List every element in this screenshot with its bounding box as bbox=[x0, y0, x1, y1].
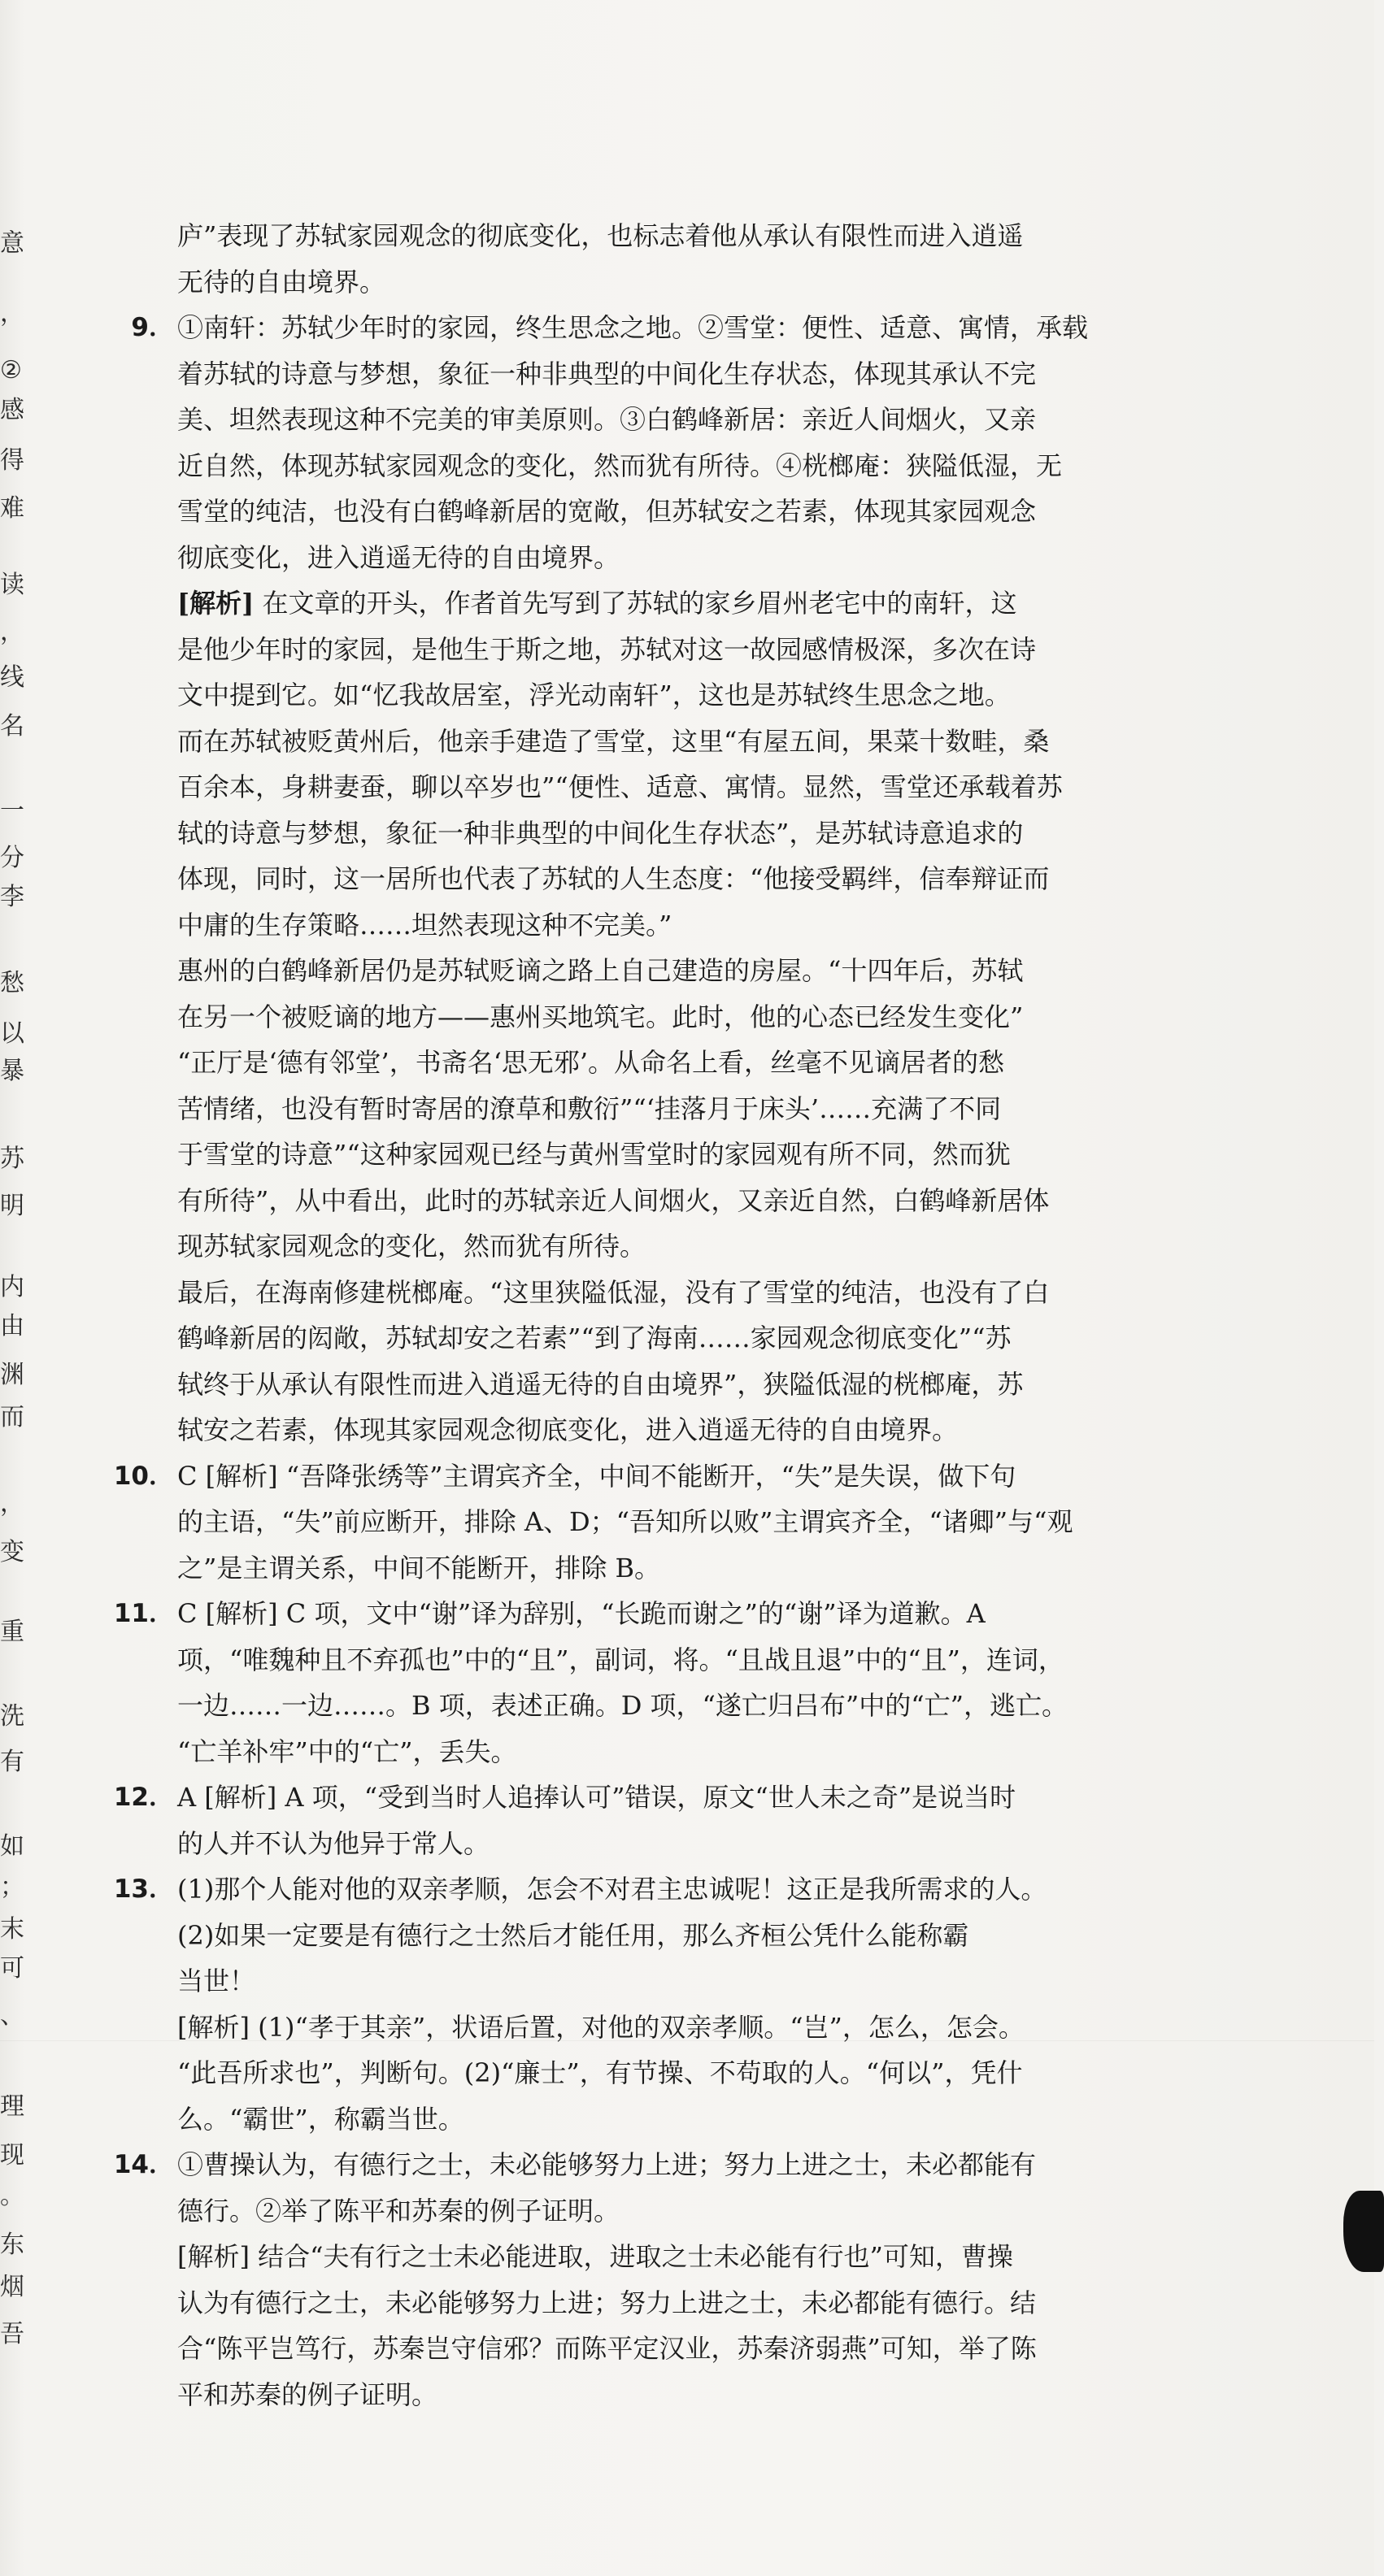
line-text: 惠州的白鹤峰新居仍是苏轼贬谪之路上自己建造的房屋。“十四年后，苏轼 bbox=[177, 955, 1024, 986]
line-text: 近自然，体现苏轼家园观念的变化，然而犹有所待。④桄榔庵：狭隘低湿，无 bbox=[177, 450, 1063, 481]
line-text: “正厅是‘德有邻堂’，书斋名‘思无邪’。从命名上看，丝毫不见谪居者的愁 bbox=[177, 1047, 1005, 1078]
analysis-label: [解析] bbox=[177, 588, 255, 619]
margin-char: 明 bbox=[0, 1192, 24, 1220]
line-text: [解析] 结合“夫有行之士未必能进取，进取之士未必能有行也”可知，曹操 bbox=[177, 2241, 1013, 2272]
margin-char: 如 bbox=[0, 1832, 24, 1861]
line-text: 当世！ bbox=[177, 1966, 256, 1996]
question-number: 14． bbox=[113, 2150, 174, 2179]
line-text: 百余本，身耕妻蚕，聊以卒岁也”“便性、适意、寓情。显然，雪堂还承载着苏 bbox=[177, 771, 1063, 802]
q9-analysis-line bbox=[106, 1132, 1114, 1178]
line-text: 合“陈平岂笃行，苏秦岂守信邪？而陈平定汉业，苏秦济弱燕”可知，举了陈 bbox=[177, 2333, 1037, 2364]
question-number: 12． bbox=[113, 1783, 174, 1812]
q9-analysis-line bbox=[106, 1178, 1114, 1224]
q14-line bbox=[106, 2234, 1114, 2280]
previous-page-margin bbox=[0, 0, 33, 2576]
margin-char: ， bbox=[0, 618, 24, 646]
margin-char: 苏 bbox=[0, 1145, 24, 1173]
line-text: 中庸的生存策略……坦然表现这种不完美。” bbox=[177, 909, 672, 940]
line-text: (2)如果一定要是有德行之士然后才能任用，那么齐桓公凭什么能称霸 bbox=[177, 1919, 969, 1951]
line-text: 苦情绪，也没有暂时寄居的潦草和敷衍”“‘挂落月于床头’……充满了不同 bbox=[177, 1093, 1002, 1124]
line-text: 鹤峰新居的闳敞，苏轼却安之若素”“到了海南……家园观念彻底变化”“苏 bbox=[177, 1323, 1012, 1353]
margin-char: 暴 bbox=[0, 1057, 24, 1085]
line-text: 现苏轼家园观念的变化，然而犹有所待。 bbox=[177, 1231, 646, 1262]
q10-line bbox=[106, 1545, 1114, 1592]
q13-line bbox=[106, 1913, 1114, 1959]
q12-line bbox=[106, 1775, 1114, 1821]
margin-char: 得 bbox=[0, 446, 24, 475]
line-text: (1)那个人能对他的双亲孝顺，怎会不对君主忠诚呢！这正是我所需求的人。 bbox=[177, 1874, 1047, 1905]
margin-char: 可 bbox=[0, 1954, 24, 1983]
q9-answer-line bbox=[106, 489, 1114, 535]
line-text: 体现，同时，这一居所也代表了苏轼的人生态度：“他接受羁绊，信奉辩证而 bbox=[177, 863, 1050, 894]
margin-char: 分 bbox=[0, 844, 24, 872]
margin-char: 现 bbox=[0, 2141, 24, 2170]
line-text: [解析] (1)“孝于其亲”，状语后置，对他的双亲孝顺。“岂”，怎么，怎会。 bbox=[177, 2011, 1025, 2043]
margin-char: 难 bbox=[0, 494, 24, 523]
margin-char: 李 bbox=[0, 883, 24, 911]
q12-line bbox=[106, 1821, 1114, 1867]
q9-analysis-line bbox=[106, 672, 1114, 719]
margin-char: 末 bbox=[0, 1915, 24, 1944]
q9-analysis-line bbox=[106, 1223, 1114, 1270]
margin-char: ， bbox=[0, 1489, 24, 1518]
q9-analysis-line bbox=[106, 948, 1114, 994]
question-number: 9． bbox=[131, 313, 174, 342]
margin-char: ； bbox=[0, 1873, 24, 1901]
margin-char: 名 bbox=[0, 712, 24, 741]
line-text: C [解析] “吾降张绣等”主谓宾齐全，中间不能断开，“失”是失误，做下句 bbox=[177, 1460, 1016, 1492]
line-text: 是他少年时的家园，是他生于斯之地，苏轼对这一故园感情极深，多次在诗 bbox=[177, 633, 1037, 665]
question-number: 13． bbox=[113, 1874, 174, 1904]
q13-line bbox=[106, 1958, 1114, 2005]
line-text: 着苏轼的诗意与梦想，象征一种非典型的中间化生存状态，体现其承认不完 bbox=[177, 358, 1037, 389]
line-text: 美、坦然表现这种不完美的审美原则。③白鹤峰新居：亲近人间烟火，又亲 bbox=[177, 404, 1037, 435]
line-text: 么。“霸世”，称霸当世。 bbox=[177, 2103, 464, 2135]
q11-line bbox=[106, 1729, 1114, 1775]
margin-char: 读 bbox=[0, 571, 24, 599]
line-text: 平和苏秦的例子证明。 bbox=[177, 2378, 438, 2410]
margin-char: 。 bbox=[0, 2182, 24, 2210]
margin-char: 一 bbox=[0, 797, 24, 825]
q13-line bbox=[106, 2005, 1114, 2051]
q9-analysis-line bbox=[106, 994, 1114, 1040]
q9-analysis-line bbox=[106, 719, 1114, 765]
margin-char: 吾 bbox=[0, 2320, 24, 2348]
margin-char: 洗 bbox=[0, 1702, 24, 1731]
q14-line bbox=[106, 2142, 1114, 2188]
q11-line bbox=[106, 1637, 1114, 1683]
q9-analysis-line bbox=[106, 1362, 1114, 1408]
line-text: 的人并不认为他异于常人。 bbox=[177, 1827, 490, 1859]
q9-analysis-line bbox=[106, 627, 1114, 673]
text-line bbox=[106, 213, 1114, 259]
q9-analysis-line bbox=[106, 1407, 1114, 1453]
line-text: 在文章的开头，作者首先写到了苏轼的家乡眉州老宅中的南轩，这 bbox=[254, 588, 1017, 619]
text-line bbox=[106, 259, 1114, 306]
q10-line bbox=[106, 1499, 1114, 1545]
line-text: 轼终于从承认有限性而进入逍遥无待的自由境界”，狭隘低湿的桄榔庵，苏 bbox=[177, 1368, 1024, 1400]
q9-analysis-line bbox=[106, 1315, 1114, 1362]
line-text: 在另一个被贬谪的地方——惠州买地筑宅。此时，他的心态已经发生变化” bbox=[177, 1001, 1024, 1032]
q9-analysis-line bbox=[106, 1270, 1114, 1316]
q10-line bbox=[106, 1453, 1114, 1500]
q9-analysis-line bbox=[106, 902, 1114, 949]
question-number: 10． bbox=[113, 1461, 174, 1491]
margin-char: 理 bbox=[0, 2092, 24, 2121]
line-text: 轼的诗意与梦想，象征一种非典型的中间化生存状态”，是苏轼诗意追求的 bbox=[177, 817, 1024, 849]
q9-analysis-line bbox=[106, 764, 1114, 810]
line-text: 项，“唯魏种且不弃孤也”中的“且”，副词，将。“且战且退”中的“且”，连词， bbox=[177, 1644, 1064, 1675]
q9-analysis-line bbox=[106, 856, 1114, 902]
line-text: 一边……一边……。B 项，表述正确。D 项，“遂亡归吕布”中的“亡”，逃亡。 bbox=[177, 1690, 1068, 1721]
line-text: 轼安之若素，体现其家园观念彻底变化，进入逍遥无待的自由境界。 bbox=[177, 1414, 959, 1445]
question-number: 11． bbox=[113, 1599, 174, 1628]
line-text: 无待的自由境界。 bbox=[177, 266, 386, 298]
line-text: 文中提到它。如“忆我故居室，浮光动南轩”，这也是苏轼终生思念之地。 bbox=[177, 680, 1011, 710]
q14-line bbox=[106, 2326, 1114, 2372]
line-text: A [解析] A 项，“受到当时人追捧认可”错误，原文“世人未之奇”是说当时 bbox=[177, 1782, 1016, 1813]
margin-char: 而 bbox=[0, 1403, 24, 1431]
line-text: 而在苏轼被贬黄州后，他亲手建造了雪堂，这里“有屋五间，果菜十数畦，桑 bbox=[177, 725, 1050, 757]
answer-content bbox=[106, 213, 1114, 2417]
q9-analysis-line bbox=[106, 1086, 1114, 1132]
margin-char: ② bbox=[0, 356, 22, 384]
line-text: 认为有德行之士，未必能够努力上进；努力上进之士，未必都能有德行。结 bbox=[177, 2287, 1037, 2318]
q14-line bbox=[106, 2372, 1114, 2418]
margin-char: 意 bbox=[0, 229, 24, 258]
line-text: 有所待”，从中看出，此时的苏轼亲近人间烟火，又亲近自然，白鹤峰新居体 bbox=[177, 1184, 1050, 1216]
margin-char: 东 bbox=[0, 2231, 24, 2259]
margin-char: 感 bbox=[0, 396, 24, 424]
line-text: 庐”表现了苏轼家园观念的彻底变化，也标志着他从承认有限性而进入逍遥 bbox=[177, 220, 1024, 251]
margin-char: 重 bbox=[0, 1618, 24, 1646]
q13-line bbox=[106, 2096, 1114, 2143]
line-text: 雪堂的纯洁，也没有白鹤峰新居的宽敞，但苏轼安之若素，体现其家园观念 bbox=[177, 496, 1037, 527]
q9-answer-line bbox=[106, 397, 1114, 443]
line-text: 于雪堂的诗意”“这种家园观已经与黄州雪堂时的家园观有所不同，然而犹 bbox=[177, 1139, 1011, 1170]
margin-char: 有 bbox=[0, 1748, 24, 1776]
margin-char: ， bbox=[0, 299, 24, 328]
margin-char: 由 bbox=[0, 1312, 24, 1340]
q9-analysis-line bbox=[106, 810, 1114, 857]
line-text: 彻底变化，进入逍遥无待的自由境界。 bbox=[177, 541, 620, 573]
q9-answer-line bbox=[106, 305, 1114, 351]
line-text: 最后，在海南修建桄榔庵。“这里狭隘低湿，没有了雪堂的纯洁，也没有了白 bbox=[177, 1276, 1050, 1308]
q9-answer-line bbox=[106, 351, 1114, 397]
margin-char: 内 bbox=[0, 1273, 24, 1301]
margin-char: 渊 bbox=[0, 1361, 24, 1389]
q9-answer-line bbox=[106, 535, 1114, 581]
margin-char: 、 bbox=[0, 2001, 24, 2030]
line-text: 之”是主谓关系，中间不能断开，排除 B。 bbox=[177, 1552, 661, 1583]
line-text: “亡羊补牢”中的“亡”，丢失。 bbox=[177, 1735, 517, 1767]
line-text: 的主语，“失”前应断开，排除 A、D；“吾知所以败”主谓宾齐全，“诸卿”与“观 bbox=[177, 1506, 1073, 1537]
q14-line bbox=[106, 2280, 1114, 2326]
ink-blot bbox=[1343, 2191, 1384, 2272]
line-text: ①南轩：苏轼少年时的家园，终生思念之地。②雪堂：便性、适意、寓情，承载 bbox=[177, 312, 1089, 343]
margin-char: 以 bbox=[0, 1019, 24, 1048]
paper-crease bbox=[0, 2040, 1374, 2041]
q9-answer-line bbox=[106, 443, 1114, 489]
margin-char: 变 bbox=[0, 1538, 24, 1566]
line-text: 德行。②举了陈平和苏秦的例子证明。 bbox=[177, 2195, 620, 2226]
q13-line bbox=[106, 2050, 1114, 2096]
line-text: ①曹操认为，有德行之士，未必能够努力上进；努力上进之士，未必都能有 bbox=[177, 2149, 1037, 2180]
q13-line bbox=[106, 1866, 1114, 1913]
margin-char: 愁 bbox=[0, 969, 24, 997]
margin-char: 烟 bbox=[0, 2273, 24, 2301]
q14-line bbox=[106, 2188, 1114, 2235]
margin-char: 线 bbox=[0, 663, 24, 692]
q9-analysis-line bbox=[106, 1040, 1114, 1086]
q9-analysis-line bbox=[106, 580, 1114, 627]
line-text: “此吾所求也”，判断句。(2)“廉士”，有节操、不苟取的人。“何以”，凭什 bbox=[177, 2057, 1023, 2088]
q11-line bbox=[106, 1591, 1114, 1637]
line-text: C [解析] C 项，文中“谢”译为辞别，“长跪而谢之”的“谢”译为道歉。A bbox=[177, 1598, 986, 1629]
q11-line bbox=[106, 1683, 1114, 1729]
